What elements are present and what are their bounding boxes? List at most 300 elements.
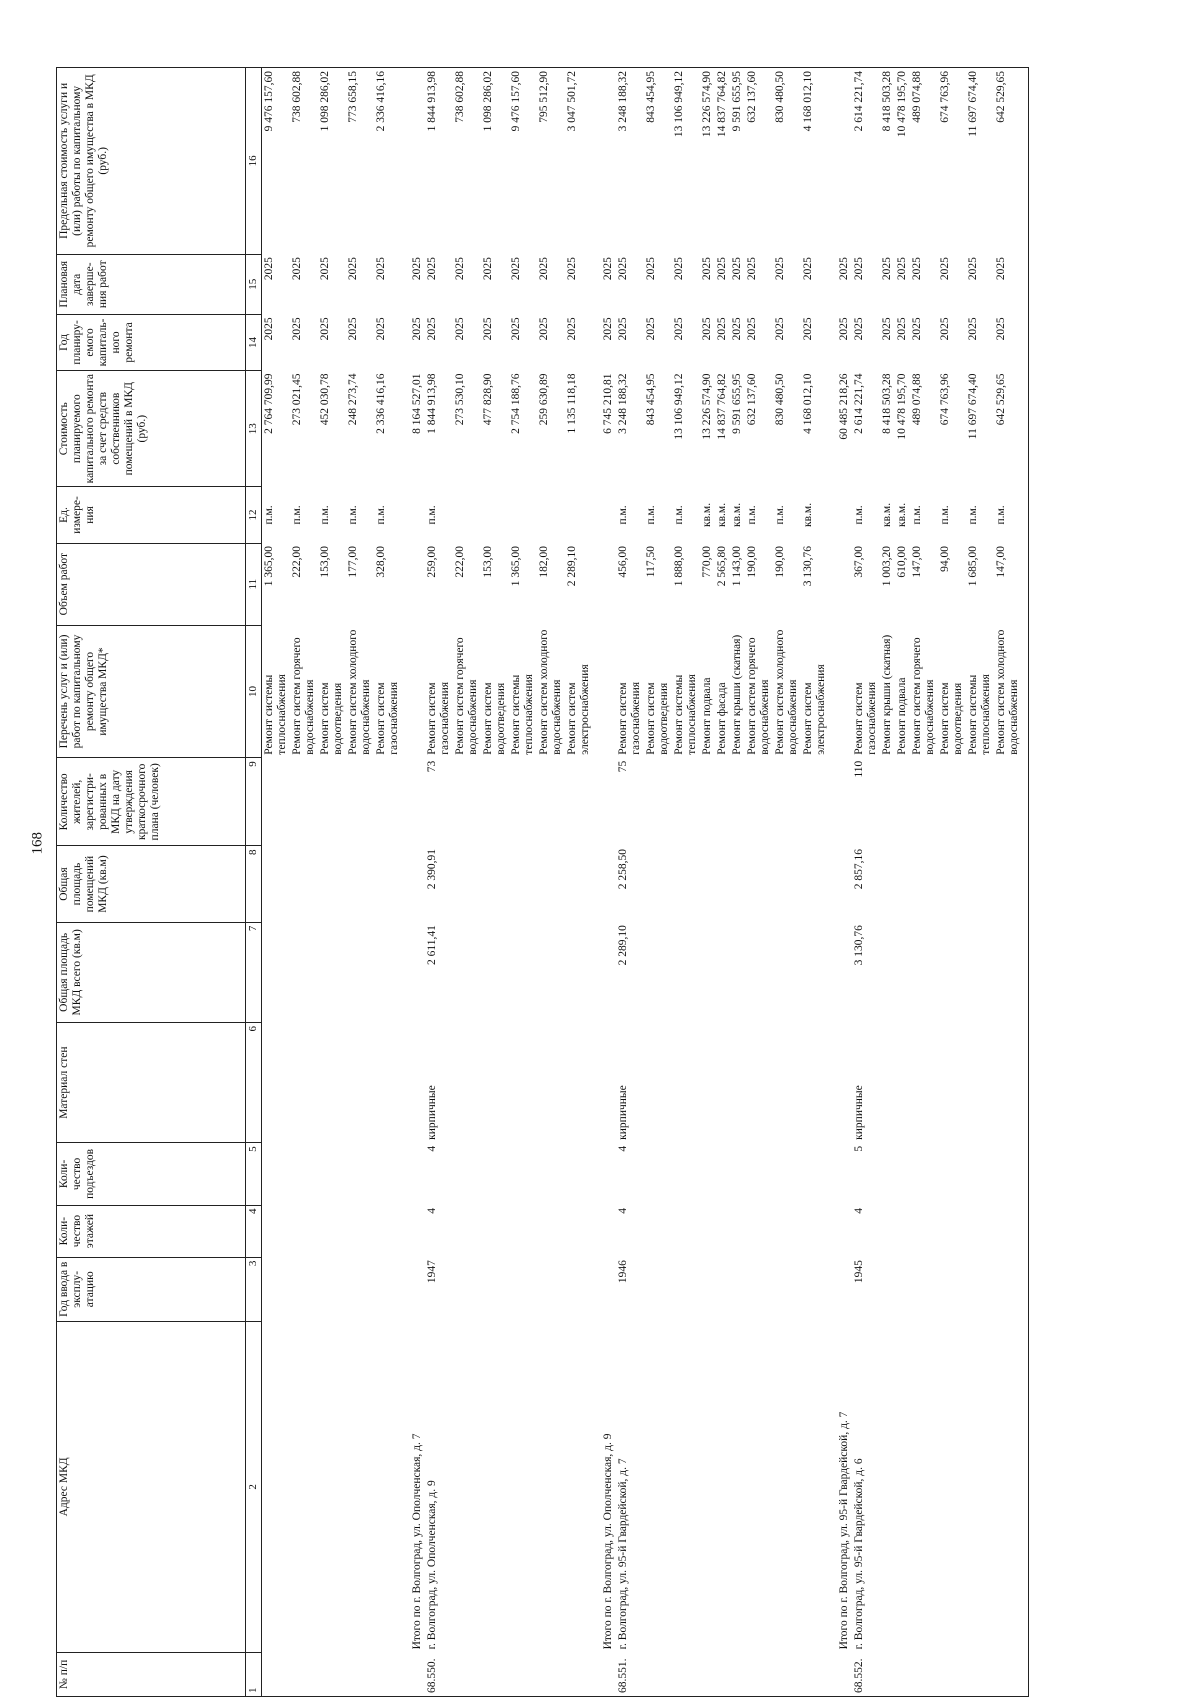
end-year-cell: 2025 (911, 257, 923, 281)
empty-cell (318, 1321, 346, 1652)
work-type-cell: Ремонт систем горячего водоснабжения (746, 637, 771, 755)
unit-cell: п.м. (263, 505, 275, 525)
empty-cell (700, 922, 715, 1022)
header-cell: Стоимость планируемого капитального ремонта за счет средств собственников помещений в МКД (руб.) (57, 371, 246, 487)
empty-cell (895, 922, 910, 1022)
empty-cell (801, 1205, 829, 1257)
end-year-cell: 2025 (881, 257, 893, 281)
area-total-cell: 3 130,76 (853, 925, 865, 966)
empty-cell (346, 1652, 374, 1696)
empty-cell (290, 1652, 318, 1696)
cost-cell: 4 168 012,10 (802, 373, 814, 434)
empty-cell (346, 846, 374, 922)
empty-cell (730, 1143, 745, 1205)
empty-cell (672, 1022, 700, 1142)
residents-cell: 73 (426, 760, 438, 773)
empty-cell (880, 1257, 895, 1321)
max-cost-cell: 674 763,96 (938, 68, 966, 255)
page-number: 168 (29, 832, 46, 855)
unit-cell (509, 487, 537, 543)
empty-cell (481, 1652, 509, 1696)
empty-cell (374, 1257, 402, 1321)
end-year-cell: 2025 (263, 257, 275, 281)
empty-cell (910, 846, 938, 922)
empty-cell (895, 758, 910, 846)
max-cost-cell: 773 658,15 (346, 68, 374, 255)
work-type-cell: Ремонт систем холодного водоснабжения (774, 629, 799, 755)
header-cell: Количество жителей, зарегистри-рованных в МКД на дату утверждения краткосрочного плана (человек) (57, 758, 246, 846)
plan-year-cell: 2025 (319, 317, 331, 341)
cost-cell: 2 754 188,76 (510, 373, 522, 434)
empty-cell (565, 1652, 593, 1696)
cost-cell: 273 021,45 (291, 373, 303, 426)
column-number: 16 (246, 68, 262, 255)
empty-cell (966, 1652, 994, 1696)
end-year-cell: 2025 (454, 257, 466, 281)
end-year-cell: 2025 (774, 257, 786, 281)
empty-cell (644, 1652, 672, 1696)
empty-cell (290, 922, 318, 1022)
empty-cell (700, 1205, 715, 1257)
header-cell: Общая площадь МКД всего (кв.м) (57, 922, 246, 1022)
empty-cell (290, 1321, 318, 1652)
plan-year-cell: 2025 (967, 317, 979, 341)
work-type-cell: Ремонт подвала (896, 677, 908, 755)
cost-cell: 674 763,96 (939, 373, 951, 426)
volume-cell: 147,00 (911, 546, 923, 578)
unit-cell: п.м. (319, 505, 331, 525)
plan-year-cell: 2025 (774, 317, 786, 341)
plan-year-cell: 2025 (510, 317, 522, 341)
empty-cell (910, 1321, 938, 1652)
empty-cell (565, 846, 593, 922)
cost-cell: 2 614 221,74 (853, 373, 865, 434)
empty-cell (262, 1652, 291, 1696)
summary-plan-year: 2025 (838, 317, 850, 341)
empty-cell (938, 922, 966, 1022)
plan-year-cell: 2025 (482, 317, 494, 341)
work-type-cell: Ремонт систем холодного водоснабжения (995, 629, 1020, 755)
floors-cell: 4 (853, 1208, 865, 1214)
end-year-cell: 2025 (426, 257, 438, 281)
volume-cell: 1 888,00 (673, 546, 685, 587)
empty-cell (994, 846, 1022, 922)
empty-cell (318, 922, 346, 1022)
empty-cell (318, 846, 346, 922)
column-number: 9 (246, 758, 262, 846)
empty-cell (481, 1022, 509, 1142)
max-cost-cell: 3 047 501,72 (565, 68, 593, 255)
empty-cell (745, 1652, 773, 1696)
work-type-cell: Ремонт систем водоотведения (482, 682, 507, 755)
cost-cell: 632 137,60 (746, 373, 758, 426)
header-cell: Ед. измере-ния (57, 487, 246, 543)
floors-cell: 4 (426, 1208, 438, 1214)
empty-cell (453, 846, 481, 922)
empty-cell (715, 1652, 730, 1696)
end-year-cell: 2025 (617, 257, 629, 281)
empty-cell (895, 1652, 910, 1696)
summary-label: Итого по г. Волгоград, ул. Ополченская, д. 7 (411, 1433, 423, 1650)
address-cell: г. Волгоград, ул. 95-й Гвардейской, д. 7 (617, 1458, 629, 1650)
header-cell: Год ввода в эксплу-атацию (57, 1257, 246, 1321)
cost-cell: 3 248 188,32 (617, 373, 629, 434)
cost-cell: 843 454,95 (645, 373, 657, 426)
empty-cell (966, 1321, 994, 1652)
empty-cell (644, 1257, 672, 1321)
empty-cell (374, 1022, 402, 1142)
empty-cell (745, 1205, 773, 1257)
empty-cell (509, 1143, 537, 1205)
header-row (57, 68, 246, 1697)
column-number: 10 (246, 625, 262, 757)
volume-cell: 182,00 (538, 546, 550, 578)
residents-cell: 110 (853, 760, 865, 778)
empty-cell (773, 1257, 801, 1321)
year-built-cell: 1946 (617, 1260, 629, 1284)
empty-cell (1022, 314, 1029, 370)
volume-cell: 1 143,00 (731, 546, 743, 587)
empty-cell (290, 1205, 318, 1257)
work-row (453, 68, 481, 1697)
summary-end-year: 2025 (602, 257, 614, 281)
area-premises-cell: 2 258,50 (617, 848, 629, 890)
unit-cell: п.м. (617, 505, 629, 525)
end-year-cell: 2025 (896, 257, 908, 281)
cost-cell: 13 226 574,90 (701, 373, 713, 440)
entrances-cell: 4 (426, 1145, 438, 1152)
plan-year-cell: 2025 (896, 317, 908, 341)
work-row (481, 68, 509, 1697)
empty-cell (565, 758, 593, 846)
max-cost-cell: 8 418 503,28 (880, 68, 895, 255)
empty-cell (1022, 1022, 1029, 1142)
empty-cell (745, 758, 773, 846)
empty-cell (318, 1652, 346, 1696)
work-type-cell: Ремонт крыши (скатная) (881, 634, 893, 755)
empty-cell (994, 1652, 1022, 1696)
unit-cell: кв.м. (731, 502, 743, 527)
empty-cell (700, 1652, 715, 1696)
summary-cost: 60 485 218,26 (838, 373, 850, 440)
empty-cell (966, 846, 994, 922)
cost-cell: 9 591 655,95 (731, 373, 743, 434)
empty-cell (938, 1143, 966, 1205)
empty-cell (773, 1143, 801, 1205)
plan-year-cell: 2025 (291, 317, 303, 341)
empty-cell (1022, 922, 1029, 1022)
empty-cell (453, 758, 481, 846)
work-type-cell: Ремонт систем электроснабжения (802, 664, 827, 755)
cost-cell: 14 837 764,82 (716, 373, 728, 440)
end-year-cell: 2025 (967, 257, 979, 281)
empty-cell (773, 1022, 801, 1142)
volume-cell: 3 130,76 (802, 546, 814, 587)
empty-cell (593, 1652, 616, 1696)
empty-cell (1022, 846, 1029, 922)
empty-cell (773, 846, 801, 922)
empty-cell (1022, 68, 1029, 255)
empty-cell (829, 487, 852, 543)
empty-cell (994, 922, 1022, 1022)
cost-cell: 2 336 416,16 (375, 373, 387, 434)
max-cost-cell: 1 098 286,02 (318, 68, 346, 255)
cost-cell: 248 273,74 (347, 373, 359, 426)
unit-cell: п.м. (291, 505, 303, 525)
work-type-cell: Ремонт фасада (716, 682, 728, 755)
work-type-cell: Ремонт подвала (701, 677, 713, 755)
empty-cell (672, 1257, 700, 1321)
empty-cell (262, 1205, 291, 1257)
volume-cell: 367,00 (853, 546, 865, 578)
empty-cell (895, 1321, 910, 1652)
empty-cell (773, 1321, 801, 1652)
column-number: 3 (246, 1257, 262, 1321)
unit-cell: кв.м. (896, 502, 908, 527)
max-cost-cell: 9 591 655,95 (730, 68, 745, 255)
column-number: 11 (246, 543, 262, 625)
volume-cell: 770,00 (701, 546, 713, 578)
empty-cell (290, 1022, 318, 1142)
empty-cell (938, 1205, 966, 1257)
column-number: 13 (246, 371, 262, 487)
empty-cell (565, 1321, 593, 1652)
volume-cell: 147,00 (995, 546, 1007, 578)
unit-cell (565, 487, 593, 543)
empty-cell (453, 1652, 481, 1696)
wall-material-cell: кирпичные (853, 1085, 865, 1140)
empty-cell (715, 1321, 730, 1652)
unit-cell: п.м. (911, 505, 923, 525)
empty-cell (994, 1022, 1022, 1142)
work-row (966, 68, 994, 1697)
work-row (374, 68, 402, 1697)
row-number: 68.550. (425, 1652, 453, 1696)
volume-cell: 2 289,10 (566, 546, 578, 587)
empty-cell (374, 846, 402, 922)
empty-cell (509, 1022, 537, 1142)
empty-cell (481, 922, 509, 1022)
plan-year-cell: 2025 (263, 317, 275, 341)
work-type-cell: Ремонт крыши (скатная) (731, 634, 743, 755)
work-row (262, 68, 291, 1697)
empty-cell (910, 1257, 938, 1321)
empty-cell (509, 1321, 537, 1652)
end-year-cell: 2025 (375, 257, 387, 281)
empty-cell (994, 1321, 1022, 1652)
empty-cell (715, 1022, 730, 1142)
address-cell: г. Волгоград, ул. Ополченская, д. 9 (426, 1480, 438, 1650)
volume-cell: 117,50 (645, 546, 657, 578)
max-cost-cell: 4 168 012,10 (801, 68, 829, 255)
column-number: 12 (246, 487, 262, 543)
empty-cell (938, 846, 966, 922)
empty-cell (402, 543, 425, 625)
empty-cell (481, 1205, 509, 1257)
empty-cell (453, 1321, 481, 1652)
empty-cell (318, 1205, 346, 1257)
column-number: 2 (246, 1321, 262, 1652)
header-cell: Коли-чество этажей (57, 1205, 246, 1257)
empty-cell (1022, 487, 1029, 543)
floors-cell: 4 (617, 1208, 629, 1214)
empty-cell (773, 1205, 801, 1257)
empty-cell (994, 758, 1022, 846)
empty-cell (801, 1652, 829, 1696)
empty-cell (910, 1022, 938, 1142)
empty-cell (644, 1022, 672, 1142)
plan-year-cell: 2025 (617, 317, 629, 341)
volume-cell: 259,00 (426, 546, 438, 578)
volume-cell: 610,00 (896, 546, 908, 578)
empty-cell (745, 1257, 773, 1321)
empty-cell (1022, 1652, 1029, 1696)
unit-cell: п.м. (673, 505, 685, 525)
empty-cell (481, 1257, 509, 1321)
empty-cell (509, 1205, 537, 1257)
empty-cell (966, 758, 994, 846)
empty-cell (672, 846, 700, 922)
empty-cell (1022, 758, 1029, 846)
empty-cell (700, 1143, 715, 1205)
empty-cell (801, 922, 829, 1022)
empty-cell (910, 922, 938, 1022)
empty-cell (593, 543, 616, 625)
max-cost-cell: 13 106 949,12 (672, 68, 700, 255)
table-end-row (1022, 68, 1029, 1697)
work-row (672, 68, 700, 1697)
empty-cell (318, 1257, 346, 1321)
empty-cell (1022, 1205, 1029, 1257)
work-row (616, 68, 644, 1697)
empty-cell (880, 922, 895, 1022)
empty-cell (938, 1022, 966, 1142)
summary-plan-year: 2025 (411, 317, 423, 341)
header-cell: Год планиру-емого капиталь-ного ремонта (57, 314, 246, 370)
empty-cell (537, 1022, 565, 1142)
empty-cell (374, 1321, 402, 1652)
work-row (644, 68, 672, 1697)
empty-cell (938, 758, 966, 846)
volume-cell: 1 365,00 (510, 546, 522, 587)
plan-year-cell: 2025 (566, 317, 578, 341)
cost-cell: 642 529,65 (995, 373, 1007, 426)
max-cost-cell: 489 074,88 (910, 68, 938, 255)
cost-cell: 489 074,88 (911, 373, 923, 426)
empty-cell (402, 1652, 425, 1696)
empty-cell (537, 1205, 565, 1257)
work-type-cell: Ремонт систем холодного водоснабжения (347, 629, 372, 755)
unit-cell (481, 487, 509, 543)
work-type-cell: Ремонт систем газоснабжения (375, 681, 400, 755)
empty-cell (880, 758, 895, 846)
max-cost-cell: 2 336 416,16 (374, 68, 402, 255)
empty-cell (966, 1205, 994, 1257)
max-cost-cell: 13 226 574,90 (700, 68, 715, 255)
empty-cell (801, 1022, 829, 1142)
unit-cell: п.м. (375, 505, 387, 525)
summary-row (402, 68, 425, 1697)
header-cell: Коли-чество подъездов (57, 1143, 246, 1205)
empty-cell (509, 922, 537, 1022)
empty-cell (672, 1321, 700, 1652)
empty-cell (593, 625, 616, 757)
empty-cell (715, 1205, 730, 1257)
volume-cell: 190,00 (746, 546, 758, 578)
empty-cell (453, 1257, 481, 1321)
area-premises-cell: 2 390,91 (426, 848, 438, 890)
empty-cell (644, 1321, 672, 1652)
volume-cell: 222,00 (454, 546, 466, 578)
work-row (509, 68, 537, 1697)
empty-cell (402, 68, 425, 255)
work-type-cell: Ремонт систем горячего водоснабжения (291, 637, 316, 755)
end-year-cell: 2025 (566, 257, 578, 281)
max-cost-cell: 830 480,50 (773, 68, 801, 255)
cost-cell: 1 135 118,18 (566, 373, 578, 434)
empty-cell (938, 1652, 966, 1696)
empty-cell (966, 922, 994, 1022)
end-year-cell: 2025 (319, 257, 331, 281)
empty-cell (402, 625, 425, 757)
empty-cell (262, 922, 291, 1022)
plan-year-cell: 2025 (939, 317, 951, 341)
end-year-cell: 2025 (701, 257, 713, 281)
empty-cell (593, 68, 616, 255)
cost-cell: 10 478 195,70 (896, 373, 908, 440)
plan-year-cell: 2025 (673, 317, 685, 341)
unit-cell: п.м. (939, 505, 951, 525)
unit-cell: кв.м. (701, 502, 713, 527)
unit-cell (453, 487, 481, 543)
column-number-row (246, 68, 262, 1697)
plan-year-cell: 2025 (716, 317, 728, 341)
work-row (565, 68, 593, 1697)
work-type-cell: Ремонт систем горячего водоснабжения (454, 637, 479, 755)
empty-cell (453, 1205, 481, 1257)
end-year-cell: 2025 (716, 257, 728, 281)
empty-cell (1022, 1257, 1029, 1321)
table-body (262, 68, 1029, 1697)
work-type-cell: Ремонт систем газоснабжения (617, 681, 642, 755)
empty-cell (346, 1321, 374, 1652)
column-number: 5 (246, 1143, 262, 1205)
empty-cell (453, 1022, 481, 1142)
empty-cell (346, 1205, 374, 1257)
max-cost-cell: 843 454,95 (644, 68, 672, 255)
unit-cell: п.м. (995, 505, 1007, 525)
cost-cell: 830 480,50 (774, 373, 786, 426)
empty-cell (509, 758, 537, 846)
empty-cell (1022, 1321, 1029, 1652)
work-type-cell: Ремонт систем газоснабжения (853, 681, 878, 755)
empty-cell (700, 846, 715, 922)
empty-cell (966, 1257, 994, 1321)
header-cell: Адрес МКД (57, 1321, 246, 1652)
empty-cell (672, 1652, 700, 1696)
cost-cell: 273 530,10 (454, 373, 466, 426)
empty-cell (910, 1143, 938, 1205)
empty-cell (374, 758, 402, 846)
empty-cell (829, 625, 852, 757)
empty-cell (994, 1205, 1022, 1257)
empty-cell (1022, 371, 1029, 487)
empty-cell (481, 1321, 509, 1652)
header-cell: Общая площадь помещений МКД (кв.м) (57, 846, 246, 922)
empty-cell (290, 846, 318, 922)
summary-row (829, 68, 852, 1697)
volume-cell: 328,00 (375, 546, 387, 578)
